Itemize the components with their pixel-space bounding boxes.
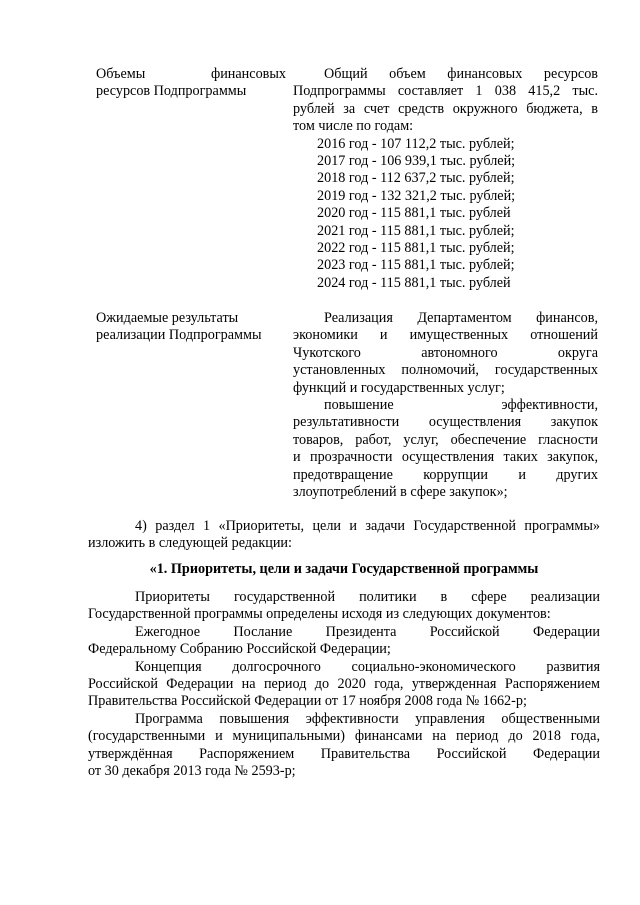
year-line: 2018 год - 112 637,2 тыс. рублей; [317,170,515,187]
year-line: 2021 год - 115 881,1 тыс. рублей; [317,222,515,239]
value-line: и прозрачности осуществления таких закупок, [293,449,598,466]
section-heading: «1. Приоритеты, цели и задачи Государственной программы [149,561,539,577]
value-line: Чукотского автономного округа [293,344,598,361]
year-line: 2022 год - 115 881,1 тыс. рублей; [317,240,515,257]
body-line: Ежегодное Послание Президента Российской Федерации [135,623,600,640]
body-line: Федеральному Собранию Российской Федерации; [88,641,391,658]
year-line: 2019 год - 132 321,2 тыс. рублей; [317,187,516,204]
row-label [96,66,286,101]
body-line: Российской Федерации на период до 2020 года, утвержденная Распоряжением [88,676,600,693]
value-line: экономики и имущественных отношений [293,327,598,344]
row-value [293,66,598,292]
body-line: утверждённая Распоряжением Правительства Российской Федерации [88,745,600,762]
body-line: изложить в следующей редакции: [88,535,292,552]
label-line: Объемы финансовых [96,66,286,82]
label-line: ресурсов Подпрограммы [96,83,247,100]
row-label [96,310,286,345]
body-line: Концепция долгосрочного социально-экономического развития [135,658,600,675]
body-line: (государственными и муниципальными) финансами на период до 2018 года, [88,728,600,745]
value-line: результативности осуществления закупок [293,414,598,431]
year-line: 2016 год - 107 112,2 тыс. рублей; [317,135,515,152]
year-line: 2024 год - 115 881,1 тыс. рублей [317,274,511,291]
value-line: функций и государственных услуг; [293,379,505,396]
value-line: злоупотреблений в сфере закупок»; [293,484,508,501]
value-line: Подпрограммы составляет 1 038 415,2 тыс. [293,83,598,100]
body-line: от 30 декабря 2013 года № 2593-р; [88,763,296,780]
value-line: Общий объем финансовых ресурсов [324,66,598,82]
year-line: 2023 год - 115 881,1 тыс. рублей; [317,257,515,274]
section-body [88,589,600,780]
row-value [293,310,598,501]
value-line: повышение эффективности, [324,397,598,414]
body-line: 4) раздел 1 «Приоритеты, цели и задачи Государственной программы» [135,518,600,534]
value-line: рублей за счет средств окружного бюджета, в [293,100,598,117]
year-line: 2017 год - 106 939,1 тыс. рублей; [317,153,516,170]
label-line: Ожидаемые результаты [96,310,239,326]
value-line: предотвращение коррупции и других [293,466,598,483]
value-line: установленных полномочий, государственных [293,362,598,379]
year-line: 2020 год - 115 881,1 тыс. рублей [317,205,511,222]
value-line: том числе по годам: [293,118,414,135]
value-line: товаров, работ, услуг, обеспечение гласности [293,431,598,448]
body-line: Государственной программы определены исходя из следующих документов: [88,606,551,623]
body-line: Правительства Российской Федерации от 17 ноября 2008 года № 1662-р; [88,693,527,710]
amendment-item [88,518,600,553]
label-line: реализации Подпрограммы [96,327,262,344]
body-line: Программа повышения эффективности управления общественными [135,710,600,727]
value-line: Реализация Департаментом финансов, [324,310,598,326]
body-line: Приоритеты государственной политики в сфере реализации [135,589,600,605]
